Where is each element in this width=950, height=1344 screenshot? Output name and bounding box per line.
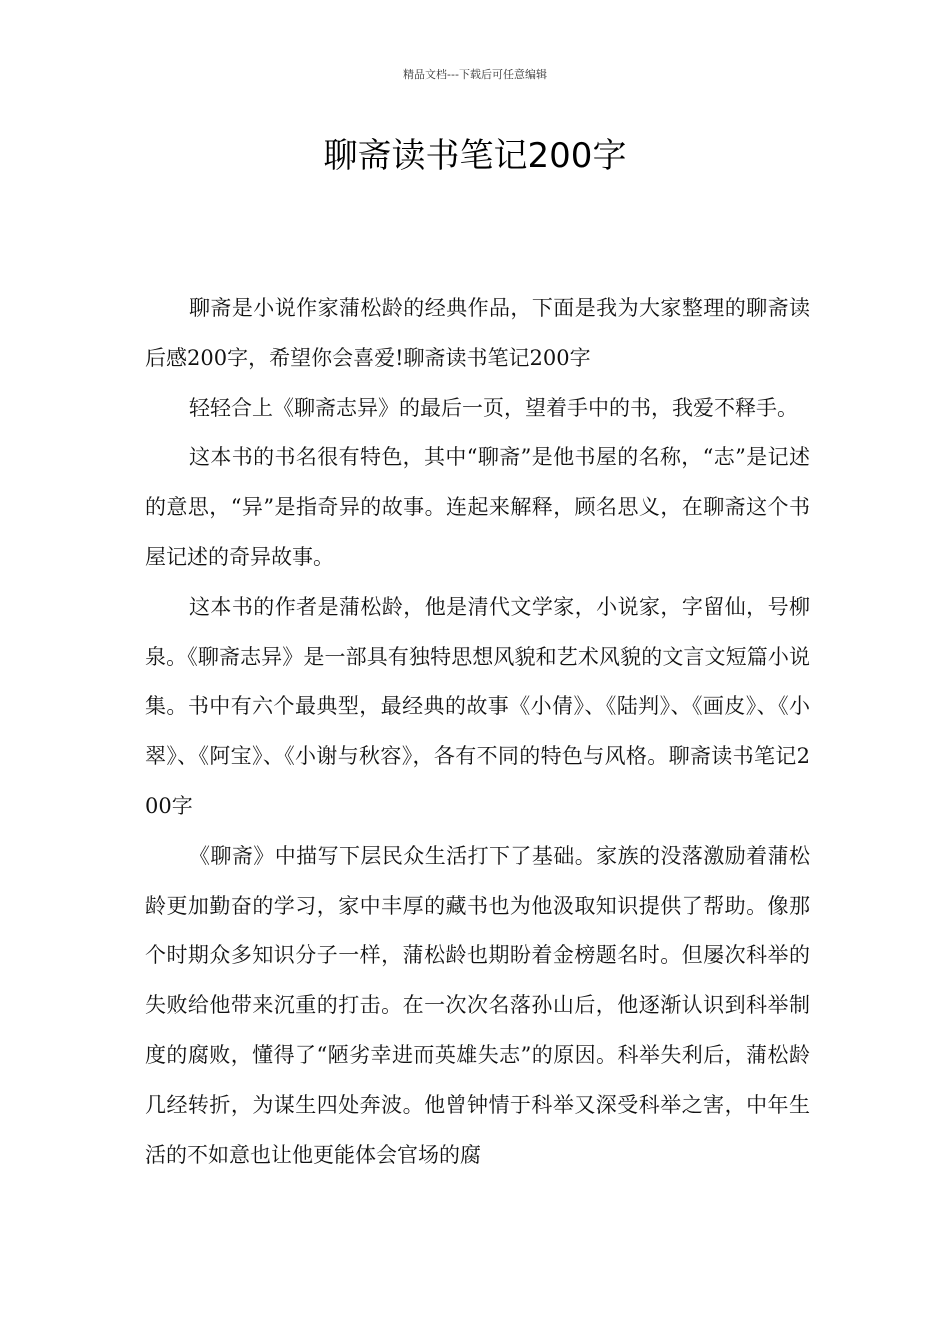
paragraph-3: 这本书的书名很有特色，其中“聊斋”是他书屋的名称，“志”是记述的意思，“异”是指奇异的故事。连起来解释，顾名思义，在聊斋这个书屋记述的奇异故事。: [145, 445, 810, 569]
header-note: 精品文档---下载后可任意编辑: [403, 68, 547, 81]
document-title: 聊斋读书笔记200字: [323, 136, 627, 176]
paragraph-1: 聊斋是小说作家蒲松龄的经典作品，下面是我为大家整理的聊斋读后感200字，希望你会喜爱!聊斋读书笔记200字: [145, 296, 810, 370]
paragraph-4: 这本书的作者是蒲松龄，他是清代文学家，小说家，字留仙，号柳泉。《聊斋志异》是一部具有独特思想风貌和艺术风貌的文言文短篇小说集。书中有六个最典型，最经典的故事《小倩》、《陆判》、《画皮》、《小翠》、《阿宝》、《小谢与秋容》，各有不同的特色与风格。聊斋读书笔记200字: [145, 594, 810, 818]
paragraph-2: 轻轻合上《聊斋志异》的最后一页，望着手中的书，我爱不释手。: [189, 395, 798, 420]
document-body: [145, 284, 810, 1180]
paragraph-5: 《聊斋》中描写下层民众生活打下了基础。家族的没落激励着蒲松龄更加勤奋的学习，家中丰厚的藏书也为他汲取知识提供了帮助。像那个时期众多知识分子一样，蒲松龄也期盼着金榜题名时。但屡次科举的失败给他带来沉重的打击。在一次次名落孙山后，他逐渐认识到科举制度的腐败，懂得了“陋劣幸进而英雄失志”的原因。科举失利后，蒲松龄几经转折，为谋生四处奔波。他曾钟情于科举又深受科举之害，中年生活的不如意也让他更能体会官场的腐: [145, 843, 810, 1167]
